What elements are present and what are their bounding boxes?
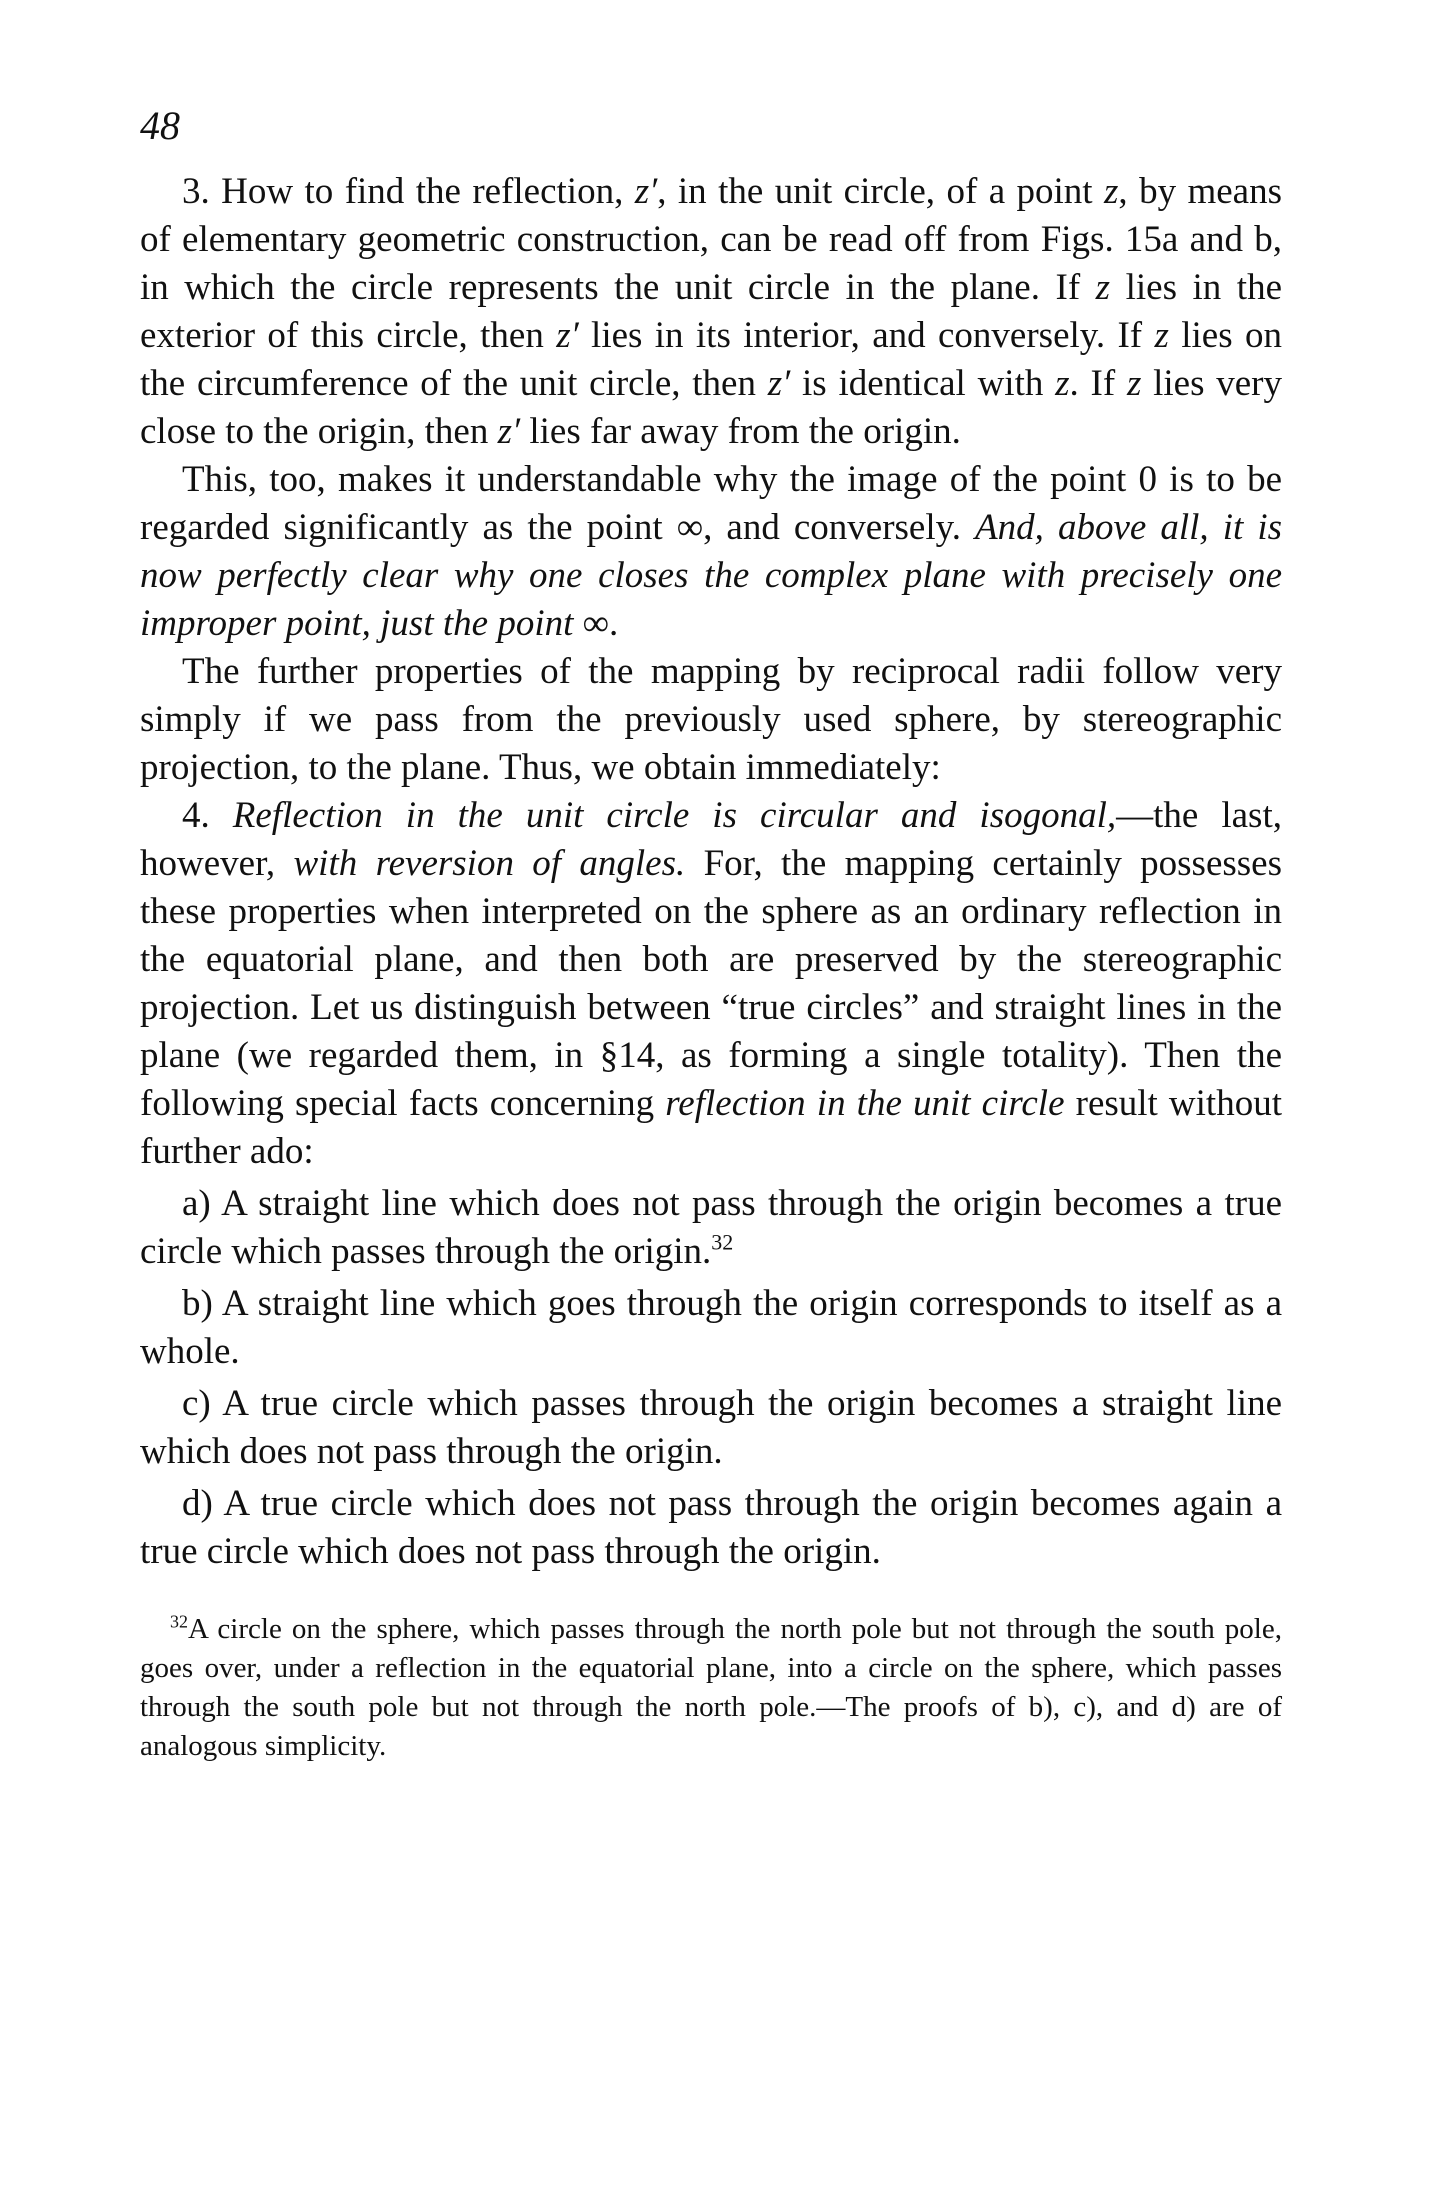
text-run: —the last, however, (140, 795, 1282, 884)
page-number: 48 (140, 103, 180, 148)
italic-run: z (1055, 363, 1070, 404)
text-run: b) A straight line which goes through the origin corresponds to itself as a whole. (140, 1283, 1282, 1372)
italic-run: And, above all, it is now perfectly clear why one closes the complex plane with precisely one improper point, just the point (140, 507, 1282, 644)
footnote-text: A circle on the sphere, which passes through the north pole but not through the south pole, goes over, under a reflection in the equatorial plane, into a circle on the sphere, which passes through the south pole but not through the north pole.—The proofs of b), c), and d) are of analogous simplicity. (140, 1613, 1282, 1762)
footnote (140, 1610, 1282, 1766)
paragraph-point-at-infinity (140, 456, 1282, 648)
body-text (140, 168, 1282, 1576)
text-run: For, the mapping certainly possesses these properties when interpreted on the sphere as an ordinary reflection in the equatorial plane, and then both are preserved by the stereographic projection. Let us distinguish between “true circles” and straight lines in the plane (we regarded them, in §14, as forming a single totality). Then the following special facts concerning (140, 843, 1283, 1124)
text-run: lies in the exterior of this circle, then (140, 267, 1282, 356)
text-run: , in the unit circle, of a point (657, 171, 1104, 212)
text-run: lies in its interior, and conversely. If (578, 315, 1155, 356)
text-run: lies on the circumference of the unit circle, then (140, 315, 1282, 404)
text-run: result without further ado: (140, 1083, 1282, 1172)
text-run: . If (1069, 363, 1127, 404)
list-item-c (140, 1380, 1282, 1476)
list-item-d (140, 1480, 1282, 1576)
list-item-b (140, 1280, 1282, 1376)
text-run: d) A true circle which does not pass through the origin becomes again a true circle which does not pass through the origin. (140, 1483, 1282, 1572)
footnote-marker: 32 (170, 1611, 188, 1632)
italic-run: z (1104, 171, 1119, 212)
text-run: is identical with (790, 363, 1056, 404)
text-run: ∞. (573, 603, 619, 644)
paragraph-reflection-construction (140, 168, 1282, 456)
text-run: c) A true circle which passes through the origin becomes a straight line which does not pass through the origin. (140, 1383, 1282, 1472)
italic-run: z′ (497, 411, 521, 452)
text-run: 4. (182, 795, 233, 836)
text-run: a) A straight line which does not pass through the origin becomes a true circle which passes through the origin. (140, 1183, 1282, 1272)
italic-run: z (1154, 315, 1169, 356)
text-run: lies very close to the origin, then (140, 363, 1282, 452)
text-run: 3. How to find the reflection, (182, 171, 635, 212)
italic-run: z′ (767, 363, 791, 404)
text-run: This, too, makes it understandable why the image of the point 0 is to be regarded significantly as the point ∞, and conversely. (140, 459, 1282, 548)
book-page (140, 104, 1282, 1766)
paragraph-further-properties (140, 648, 1282, 792)
italic-run: z′ (634, 171, 658, 212)
italic-run: with reversion of angles. (293, 843, 686, 884)
italic-run: z (1126, 363, 1142, 404)
text-run: lies far away from the origin. (520, 411, 961, 452)
list-item-a (140, 1180, 1282, 1276)
paragraph-circular-isogonal (140, 792, 1282, 1176)
text-run: The further properties of the mapping by reciprocal radii follow very simply if we pass from the previously used sphere, by stereographic projection, to the plane. Thus, we obtain immediately: (140, 651, 1282, 788)
italic-run: Reflection in the unit circle is circular and isogonal, (232, 795, 1117, 836)
italic-run: reflection in the unit circle (665, 1083, 1065, 1124)
text-run: , by means of elementary geometric construction, can be read off from Figs. 15a and b, in which the circle represents the unit circle in the plane. If (140, 171, 1282, 308)
italic-run: z (1095, 267, 1111, 308)
italic-run: z′ (556, 315, 579, 356)
footnote-ref: 32 (711, 1229, 734, 1255)
